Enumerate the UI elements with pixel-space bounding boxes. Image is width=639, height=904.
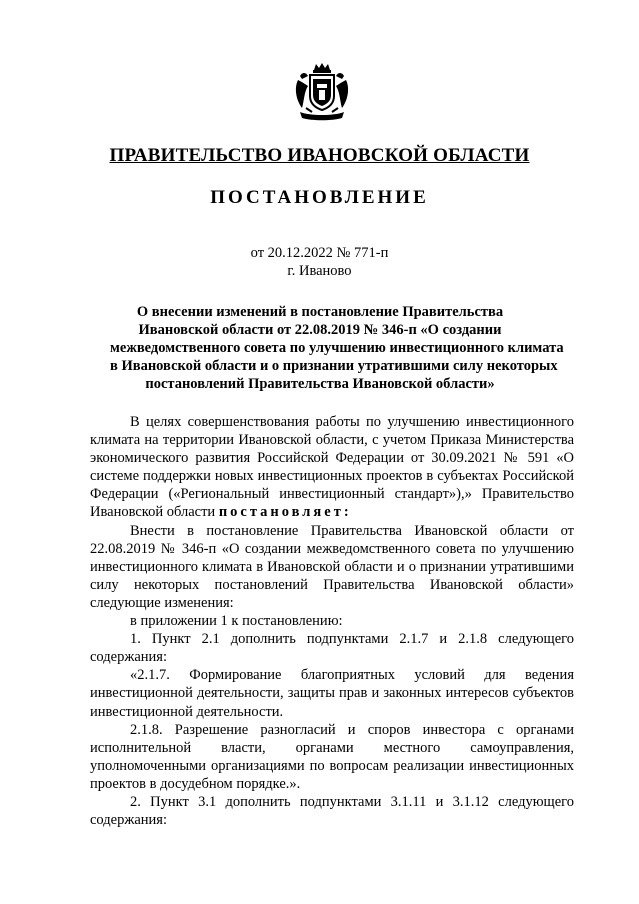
preamble-text: В целях совершенствования работы по улучшению инвестиционного климата на территории Ивановской области, с учетом Приказа Министерства экономического развития Российской Федерации от 30.09.2021 № 591 «О системе поддержки новых инвестиционных проектов в субъектах Российской Федерации («Региональный инвестиционный стандарт»),» Правительство Ивановской области: [90, 414, 574, 521]
heading-line: О внесении изменений в постановление Правительства: [136, 304, 504, 320]
coat-of-arms-icon: [292, 62, 352, 124]
heading-line: Ивановской области от 22.08.2019 № 346-п «О создании: [138, 322, 502, 338]
document-city: г. Иваново: [287, 263, 352, 279]
preamble-paragraph: [90, 413, 574, 522]
heading-line: постановлений Правительства Ивановской области»: [145, 376, 495, 392]
item-1-paragraph: 1. Пункт 2.1 дополнить подпунктами 2.1.7 и 2.1.8 следующего содержания:: [90, 631, 574, 666]
document-date-number: от 20.12.2022 № 771-п: [250, 245, 389, 261]
item-2-paragraph: 2. Пункт 3.1 дополнить подпунктами 3.1.11 и 3.1.12 следующего содержания:: [90, 793, 574, 829]
document-heading: [110, 303, 564, 393]
document-body: [90, 413, 574, 829]
amendment-intro-paragraph: Внести в постановление Правительства Ивановской области от 22.08.2019 № 346-п «О создании межведомственного совета по улучшению инвестиционного климата в Ивановской области и о признании утратившими силу некоторых постановлений Правительства Ивановской области» следующие изменения:: [90, 522, 574, 611]
heading-line: в Ивановской области и о признании утратившими силу некоторых: [110, 358, 558, 374]
government-title: ПРАВИТЕЛЬСТВО ИВАНОВСКОЙ ОБЛАСТИ: [109, 145, 530, 166]
subitem-2-1-8-paragraph: 2.1.8. Разрешение разногласий и споров инвестора с органами исполнительной власти, органами местного самоуправления, уполномоченными организациями по вопросам реализации инвестиционных проектов в досудебном порядке.».: [90, 721, 574, 792]
resolves-word: постановляет:: [218, 504, 352, 521]
document-type: ПОСТАНОВЛЕНИЕ: [210, 187, 429, 208]
appendix-paragraph: в приложении 1 к постановлению:: [130, 613, 343, 630]
subitem-2-1-7-paragraph: «2.1.7. Формирование благоприятных условий для ведения инвестиционной деятельности, защиты прав и законных интересов субъектов инвестиционной деятельности.: [90, 667, 574, 720]
heading-line: межведомственного совета по улучшению инвестиционного климата: [110, 340, 564, 356]
